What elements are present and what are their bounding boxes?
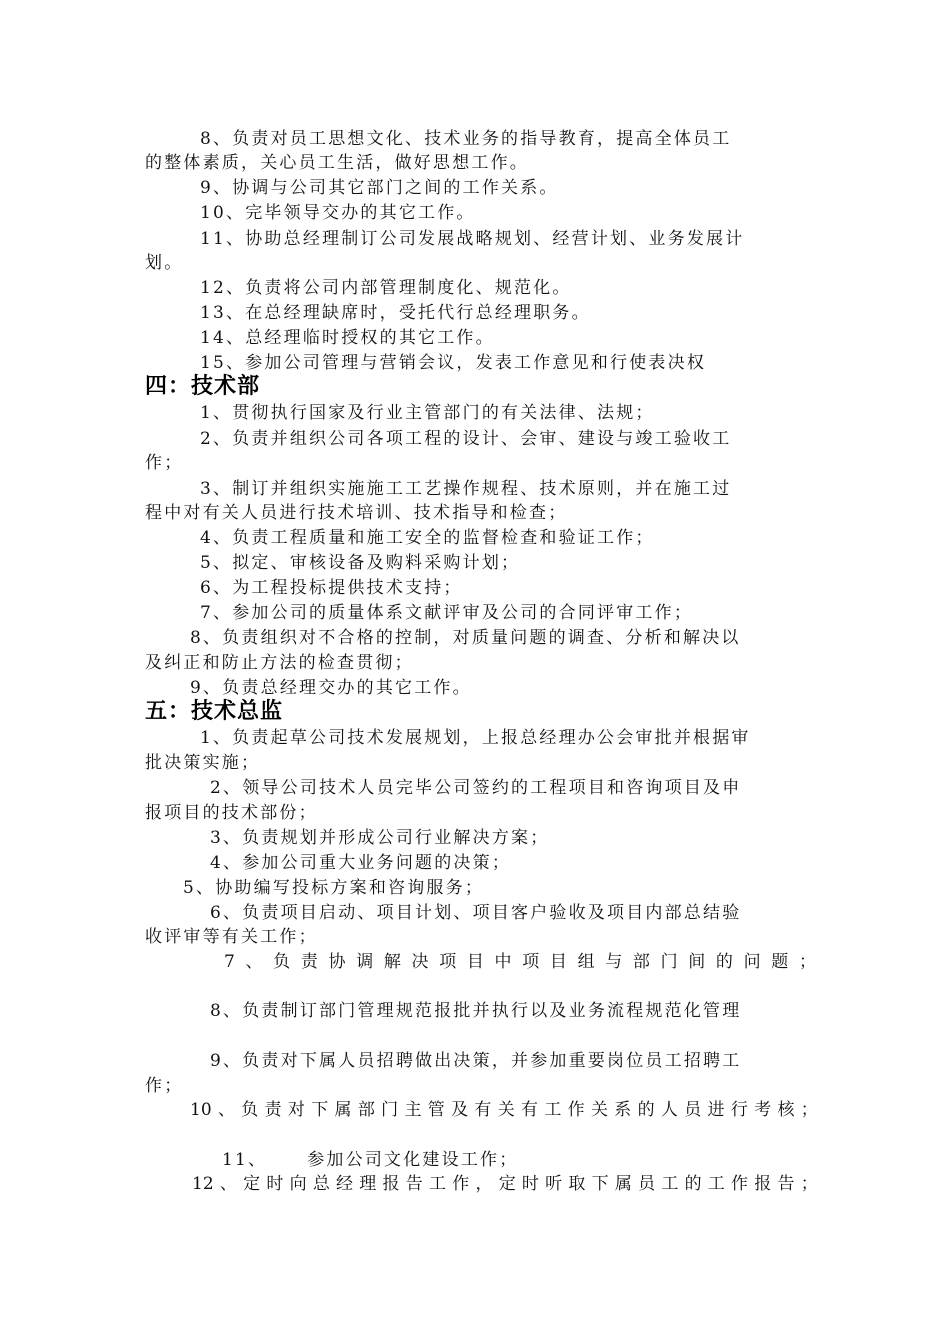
- spread-char: 关: [590, 1100, 608, 1120]
- spread-char: 10: [190, 1100, 212, 1120]
- spread-char: 负: [241, 1100, 259, 1120]
- spread-char: ；: [800, 1174, 818, 1194]
- spread-char: 取: [568, 1174, 586, 1194]
- spread-char: 作: [452, 1174, 470, 1194]
- spread-char: 工: [544, 1100, 562, 1120]
- sec5-item-7: [224, 950, 816, 974]
- sec4-item-5: 5、拟定、审核设备及购料采购计划；: [200, 553, 521, 573]
- sec3-item-10: 10、完毕领导交办的其它工作。: [200, 203, 476, 223]
- sec5-item-3: 3、负责规划并形成公司行业解决方案；: [210, 828, 550, 848]
- sec5-item-4: 4、参加公司重大业务问题的决策；: [210, 853, 512, 873]
- sec5-item-11-text: 参加公司文化建设工作；: [307, 1150, 519, 1170]
- spread-char: 的: [637, 1100, 655, 1120]
- spread-char: 目: [549, 952, 567, 972]
- sec5-item-9-line2: 作；: [145, 1076, 184, 1096]
- spread-char: 项: [439, 952, 457, 972]
- spread-char: 属: [334, 1100, 352, 1120]
- sec4-item-3-line2: 程中对有关人员进行技术培训、技术指导和检查；: [145, 503, 568, 523]
- spread-char: 部: [357, 1100, 375, 1120]
- spread-char: 的: [715, 952, 733, 972]
- spread-char: 告: [777, 1174, 795, 1194]
- spread-char: 有: [521, 1100, 539, 1120]
- section-heading-tech-director: 五：技术总监: [145, 699, 284, 724]
- spread-char: 责: [300, 952, 318, 972]
- spread-char: 12: [192, 1174, 214, 1194]
- spread-char: 告: [405, 1174, 423, 1194]
- sec4-item-7: 7、参加公司的质量体系文献评审及公司的合同评审工作；: [200, 603, 694, 623]
- spread-char: 作: [567, 1100, 585, 1120]
- sec5-item-10: [190, 1098, 818, 1122]
- spread-char: 作: [731, 1174, 749, 1194]
- spread-char: ；: [798, 952, 816, 972]
- spread-char: ，: [475, 1174, 493, 1194]
- sec4-item-2-line2: 作；: [145, 453, 184, 473]
- spread-char: 有: [474, 1100, 492, 1120]
- spread-char: 负: [273, 952, 291, 972]
- section-heading-tech-dept: 四：技术部: [145, 374, 261, 399]
- sec5-item-12: [192, 1172, 818, 1196]
- spread-char: 对: [287, 1100, 305, 1120]
- spread-char: 管: [427, 1100, 445, 1120]
- sec5-item-1-line2: 批决策实施；: [145, 753, 261, 773]
- sec4-item-1: 1、贯彻执行国家及行业主管部门的有关法律、法规；: [200, 403, 655, 423]
- spread-char: 、: [217, 1100, 235, 1120]
- spread-char: 调: [356, 952, 374, 972]
- spread-char: 协: [328, 952, 346, 972]
- sec3-item-9: 9、协调与公司其它部门之间的工作关系。: [200, 178, 559, 198]
- sec5-item-5: 5、协助编写投标方案和咨询服务；: [183, 878, 485, 898]
- spread-char: 属: [614, 1174, 632, 1194]
- sec4-item-4: 4、负责工程质量和施工安全的监督检查和验证工作；: [200, 528, 655, 548]
- spread-char: 7: [224, 952, 235, 972]
- spread-char: 项: [522, 952, 540, 972]
- spread-char: 与: [605, 952, 623, 972]
- sec4-item-2-line1: 2、负责并组织公司各项工程的设计、会审、建设与竣工验收工: [200, 429, 732, 449]
- spread-char: 下: [591, 1174, 609, 1194]
- sec4-item-6: 6、为工程投标提供技术支持；: [200, 578, 463, 598]
- sec5-item-11: [222, 1148, 518, 1172]
- spread-char: 考: [754, 1100, 772, 1120]
- spread-char: 、: [245, 952, 263, 972]
- sec5-item-6-line2: 收评审等有关工作；: [145, 927, 318, 947]
- spread-char: 核: [777, 1100, 795, 1120]
- spread-char: 的: [684, 1174, 702, 1194]
- spread-char: 门: [381, 1100, 399, 1120]
- sec5-item-2-line1: 2、领导公司技术人员完毕公司签约的工程项目和咨询项目及申: [210, 778, 742, 798]
- spread-char: 工: [428, 1174, 446, 1194]
- sec4-item-8-line1: 8、负责组织对不合格的控制，对质量问题的调查、分析和解决以: [190, 628, 741, 648]
- spread-char: 题: [771, 952, 789, 972]
- spread-char: 员: [638, 1174, 656, 1194]
- spread-char: 决: [411, 952, 429, 972]
- sec5-item-8: 8、负责制订部门管理规范报批并执行以及业务流程规范化管理: [210, 1001, 742, 1021]
- spread-char: 间: [688, 952, 706, 972]
- spread-char: 目: [466, 952, 484, 972]
- sec3-item-13: 13、在总经理缺席时，受托代行总经理职务。: [200, 303, 591, 323]
- sec3-item-15: 15、参加公司管理与营销会议，发表工作意见和行使表决权: [200, 353, 707, 373]
- spread-char: 下: [311, 1100, 329, 1120]
- spread-char: 人: [660, 1100, 678, 1120]
- spread-char: 员: [684, 1100, 702, 1120]
- spread-char: 组: [577, 952, 595, 972]
- spread-char: 责: [264, 1100, 282, 1120]
- spread-char: 定: [498, 1174, 516, 1194]
- spread-char: 定: [243, 1174, 261, 1194]
- spread-char: 关: [497, 1100, 515, 1120]
- spread-char: ；: [800, 1100, 818, 1120]
- sec3-item-8-line1: 8、负责对员工思想文化、技术业务的指导教育，提高全体员工: [200, 129, 732, 149]
- spread-char: 问: [743, 952, 761, 972]
- sec5-item-1-line1: 1、负责起草公司技术发展规划，上报总经理办公会审批并根据审: [200, 728, 751, 748]
- sec3-item-11-line2: 划。: [145, 253, 184, 273]
- spread-char: 中: [494, 952, 512, 972]
- spread-char: 理: [359, 1174, 377, 1194]
- spread-char: 工: [661, 1174, 679, 1194]
- sec5-item-2-line2: 报项目的技术部份；: [145, 803, 318, 823]
- spread-char: 部: [632, 952, 650, 972]
- sec5-item-11-number: 11、: [222, 1150, 268, 1170]
- sec3-item-12: 12、负责将公司内部管理制度化、规范化。: [200, 278, 572, 298]
- sec5-item-6-line1: 6、负责项目启动、项目计划、项目客户验收及项目内部总结验: [210, 903, 742, 923]
- sec3-item-14: 14、总经理临时授权的其它工作。: [200, 328, 495, 348]
- spread-char: 总: [312, 1174, 330, 1194]
- spread-char: 门: [660, 952, 678, 972]
- spread-char: 及: [451, 1100, 469, 1120]
- spread-char: 报: [754, 1174, 772, 1194]
- spread-char: 工: [707, 1174, 725, 1194]
- sec3-item-11-line1: 11、协助总经理制订公司发展战略规划、经营计划、业务发展计: [200, 229, 745, 249]
- sec5-item-9-line1: 9、负责对下属人员招聘做出决策，并参加重要岗位员工招聘工: [210, 1051, 742, 1071]
- sec4-item-3-line1: 3、制订并组织实施施工工艺操作规程、技术原则，并在施工过: [200, 479, 732, 499]
- sec3-item-8-line2: 的整体素质，关心员工生活，做好思想工作。: [145, 153, 529, 173]
- spread-char: 时: [521, 1174, 539, 1194]
- spread-char: 、: [219, 1174, 237, 1194]
- sec4-item-9: 9、负责总经理交办的其它工作。: [190, 678, 472, 698]
- spread-char: 向: [289, 1174, 307, 1194]
- sec4-item-8-line2: 及纠正和防止方法的检查贯彻；: [145, 653, 414, 673]
- spread-char: 主: [404, 1100, 422, 1120]
- spread-char: 时: [266, 1174, 284, 1194]
- spread-char: 解: [383, 952, 401, 972]
- spread-char: 行: [730, 1100, 748, 1120]
- spread-char: 经: [336, 1174, 354, 1194]
- spread-char: 报: [382, 1174, 400, 1194]
- spread-char: 听: [545, 1174, 563, 1194]
- spread-char: 系: [614, 1100, 632, 1120]
- spread-char: 进: [707, 1100, 725, 1120]
